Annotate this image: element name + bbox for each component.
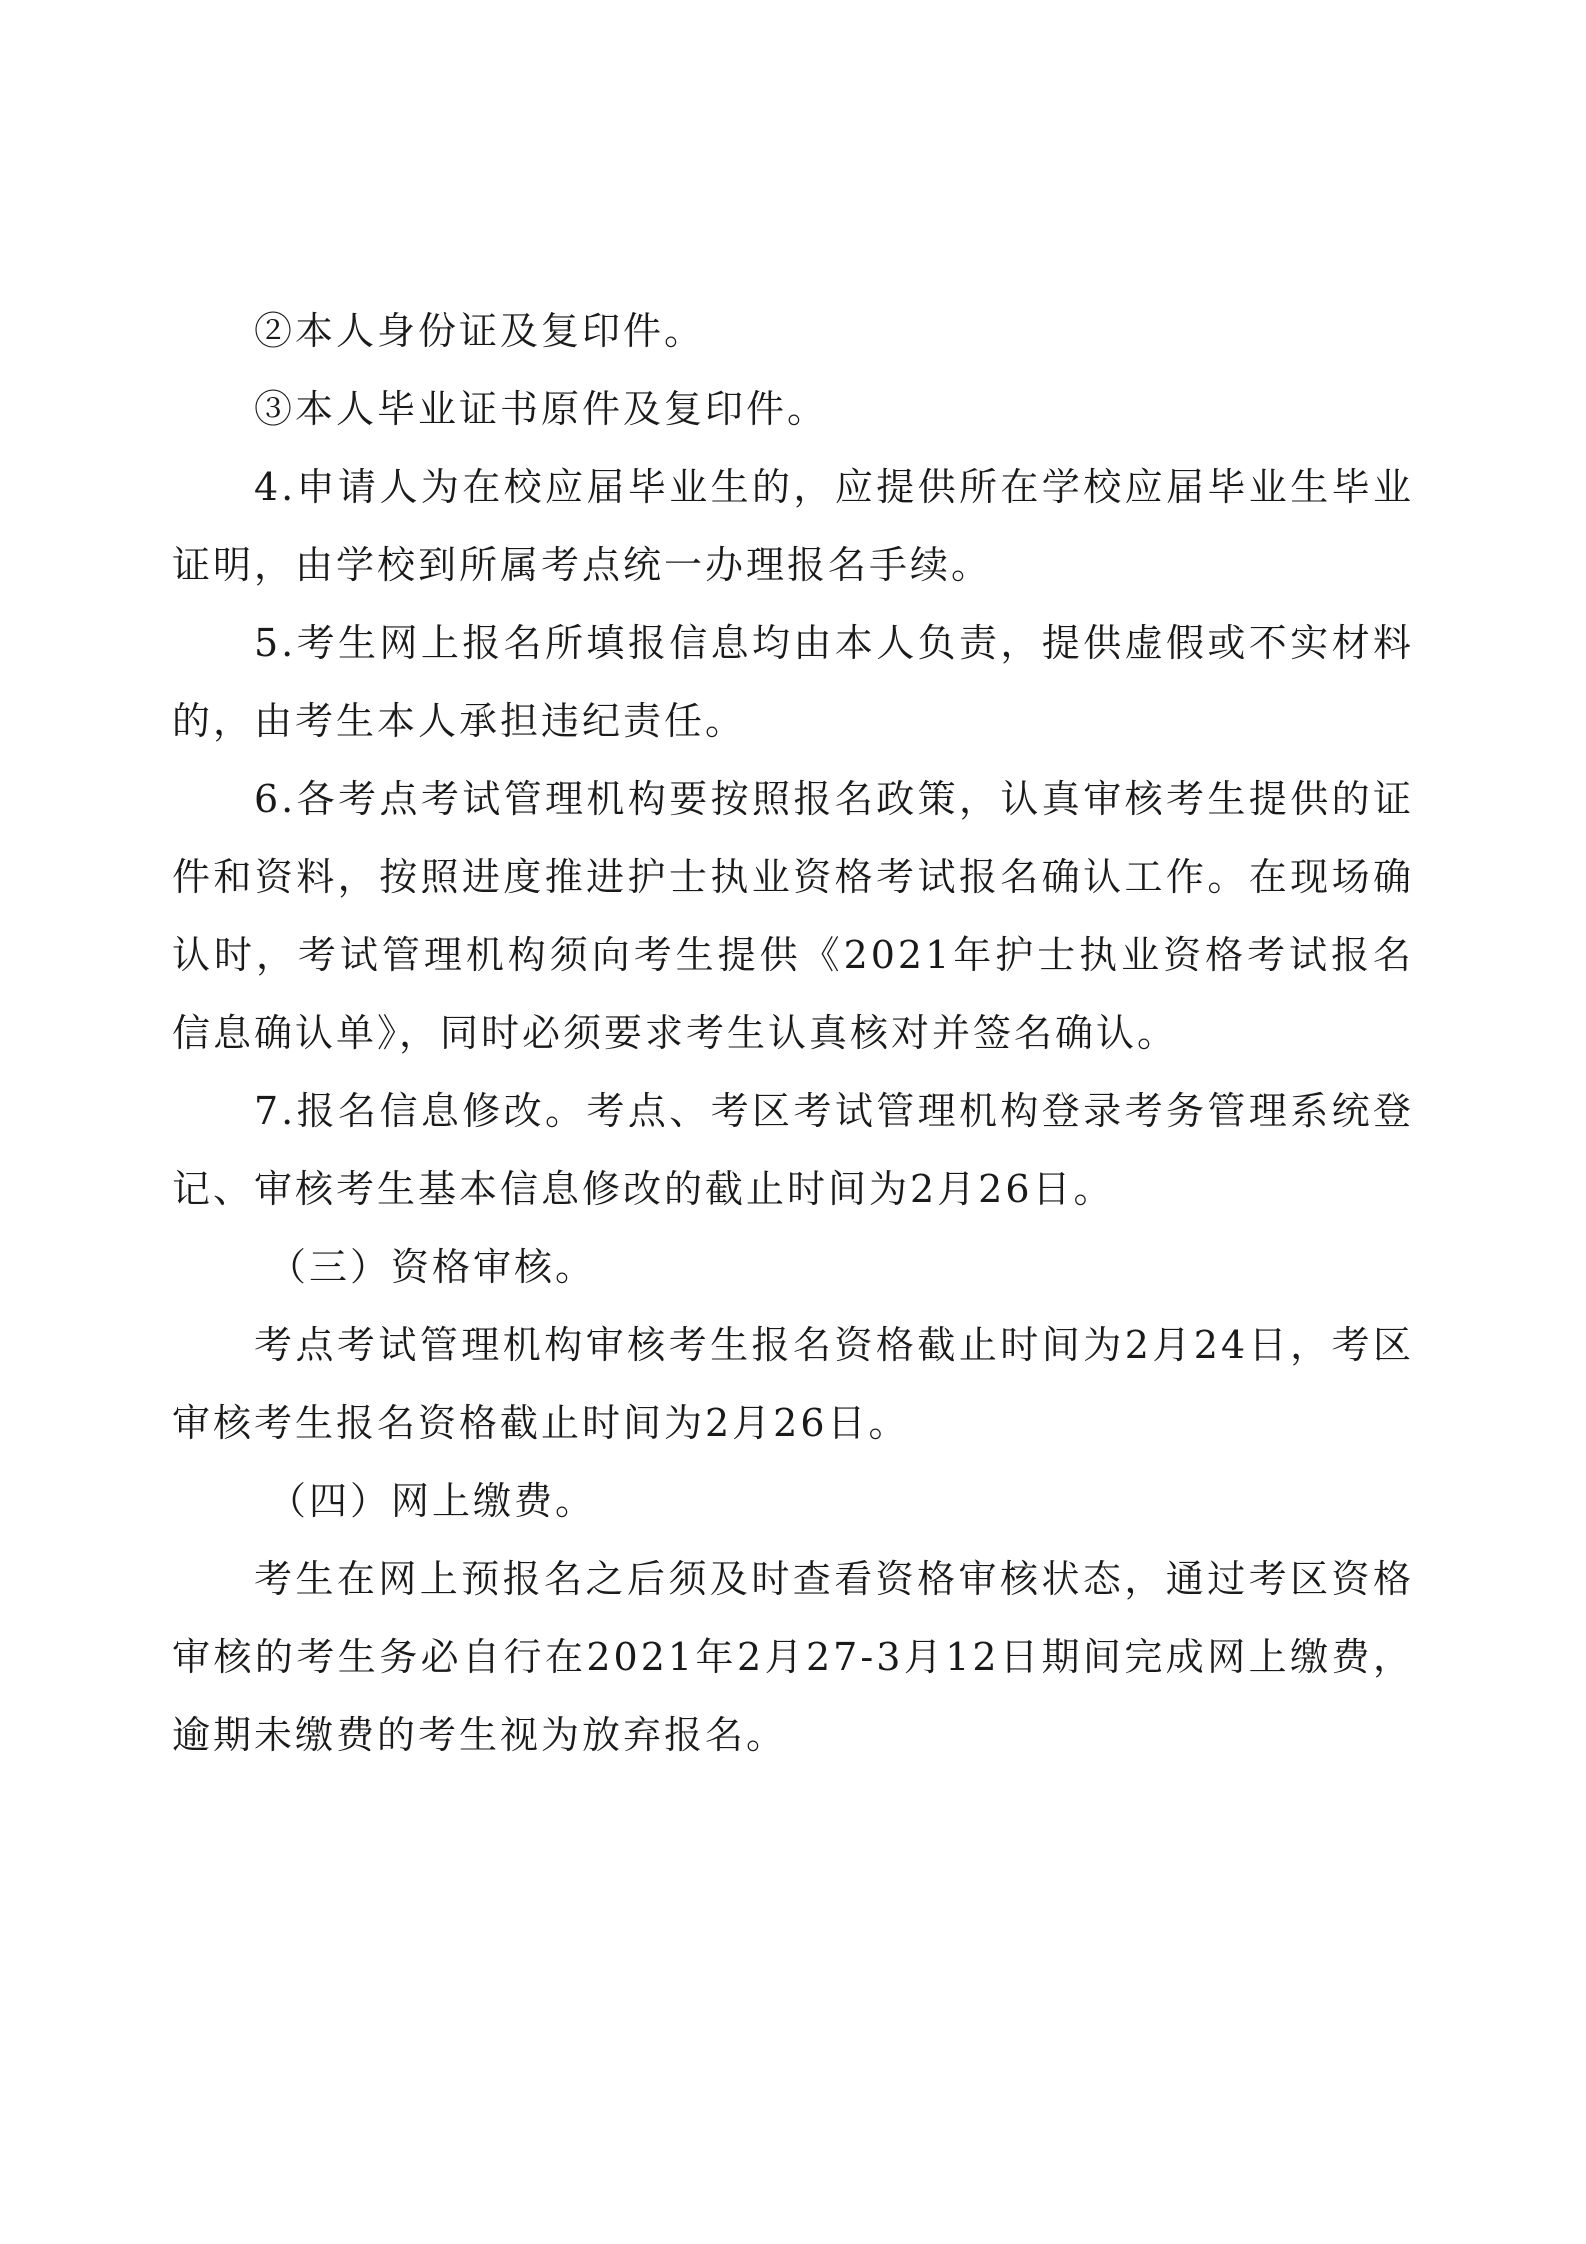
paragraph-item-6: 6.各考点考试管理机构要按照报名政策，认真审核考生提供的证件和资料，按照进度推进护士执业资格考试报名确认工作。在现场确认时，考试管理机构须向考生提供《2021年护士执业资格考试报名信息确认单》，同时必须要求考生认真核对并签名确认。 xyxy=(172,777,1414,1055)
paragraph-item-5: 5.考生网上报名所填报信息均由本人负责，提供虚假或不实材料的，由考生本人承担违纪责任。 xyxy=(172,621,1414,743)
document-body xyxy=(172,292,1414,1774)
paragraph-qualification-review: 考点考试管理机构审核考生报名资格截止时间为2月24日，考区审核考生报名资格截止时间为2月26日。 xyxy=(172,1323,1414,1445)
paragraph-item-7: 7.报名信息修改。考点、考区考试管理机构登录考务管理系统登记、审核考生基本信息修改的截止时间为2月26日。 xyxy=(172,1089,1414,1211)
section-heading-qualification-review: （三）资格审核。 xyxy=(268,1245,597,1289)
list-item-diploma: ③本人毕业证书原件及复印件。 xyxy=(254,387,829,431)
section-heading-online-payment: （四）网上缴费。 xyxy=(268,1479,597,1523)
paragraph-item-4: 4.申请人为在校应届毕业生的，应提供所在学校应届毕业生毕业证明，由学校到所属考点统一办理报名手续。 xyxy=(172,465,1414,587)
list-item-id-card: ②本人身份证及复印件。 xyxy=(254,309,706,353)
paragraph-online-payment: 考生在网上预报名之后须及时查看资格审核状态，通过考区资格审核的考生务必自行在2021年2月27-3月12日期间完成网上缴费，逾期未缴费的考生视为放弃报名。 xyxy=(172,1557,1414,1757)
